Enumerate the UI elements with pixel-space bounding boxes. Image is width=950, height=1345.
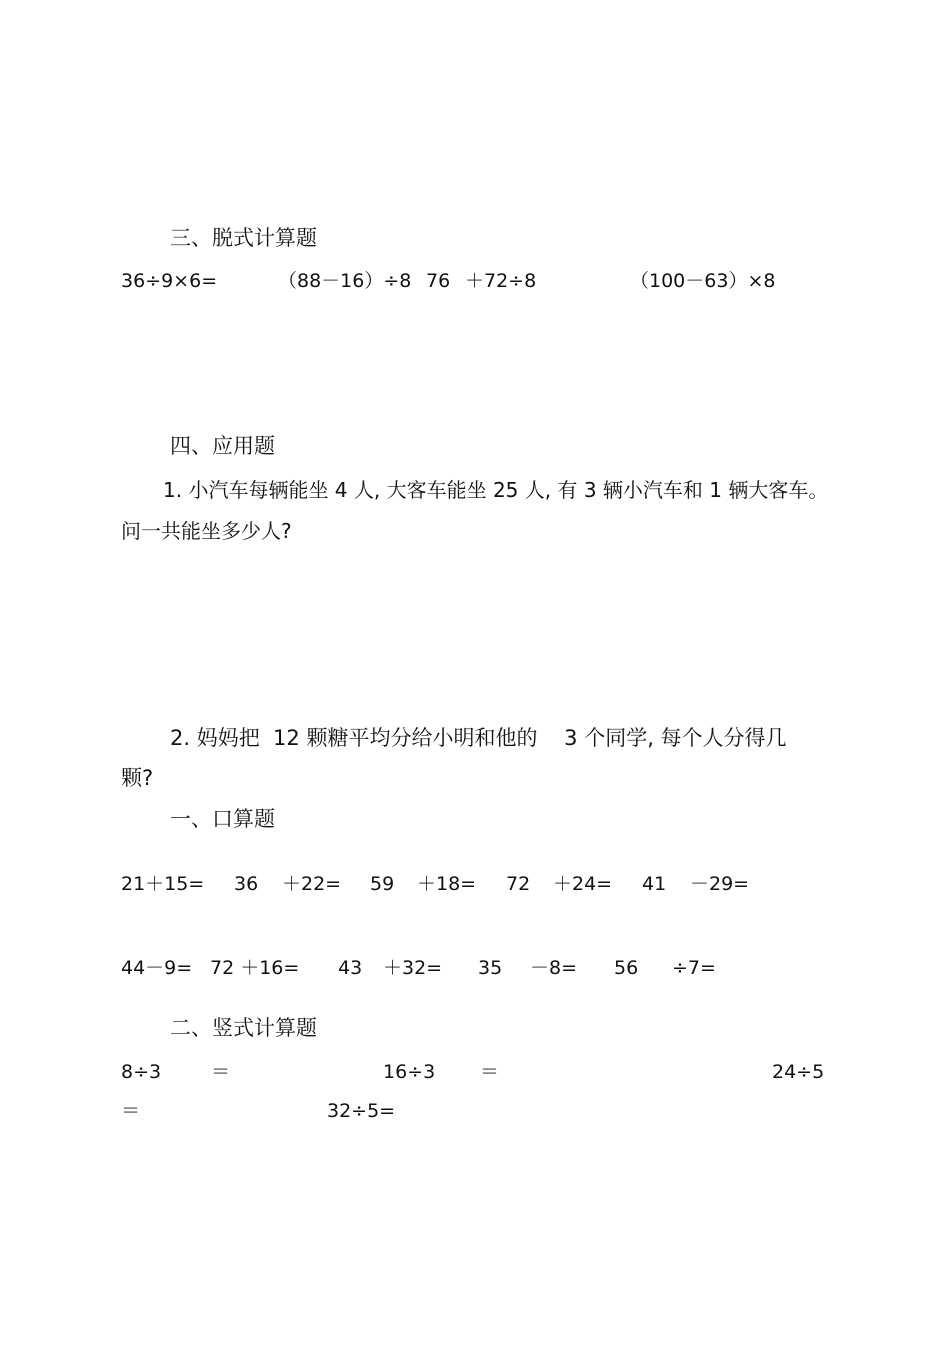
oral-2-8: ÷7= xyxy=(672,957,716,979)
vertical-3: 24÷5 xyxy=(772,1061,825,1083)
question-2-line-1: 2. 妈妈把 12 颗糖平均分给小明和他的 3 个同学, 每个人分得几 xyxy=(170,726,787,750)
expr-3-b: ＋72÷8 xyxy=(465,270,537,292)
oral-2-4: ＋32= xyxy=(383,957,443,979)
question-1-line-1: 1. 小汽车每辆能坐 4 人, 大客车能坐 25 人, 有 3 辆小汽车和 1 辆大客车。 xyxy=(163,478,829,502)
oral-1-9: －29= xyxy=(690,873,750,895)
expr-2: （88－16）÷8 xyxy=(278,270,412,292)
oral-2-6: －8= xyxy=(530,957,578,979)
expr-4: （100－63）×8 xyxy=(630,270,776,292)
section-3-heading: 三、脱式计算题 xyxy=(170,226,317,250)
vertical-2-eq: ＝ xyxy=(480,1061,500,1083)
vertical-2: 16÷3 xyxy=(383,1061,436,1083)
vertical-1: 8÷3 xyxy=(121,1061,162,1083)
vertical-3-eq: ＝ xyxy=(121,1100,141,1122)
section-4-heading: 四、应用题 xyxy=(170,434,275,458)
oral-1-8: 41 xyxy=(642,873,667,895)
vertical-4: 32÷5= xyxy=(327,1100,396,1122)
oral-2-3: 43 xyxy=(338,957,363,979)
oral-1-2: 36 xyxy=(234,873,259,895)
oral-2-1: 44－9= xyxy=(121,957,193,979)
oral-1-3: ＋22= xyxy=(282,873,342,895)
question-2-line-2: 颗? xyxy=(121,766,154,790)
oral-1-1: 21＋15= xyxy=(121,873,205,895)
section-2-heading: 二、竖式计算题 xyxy=(170,1016,317,1040)
oral-1-5: ＋18= xyxy=(417,873,477,895)
oral-1-7: ＋24= xyxy=(553,873,613,895)
expr-1: 36÷9×6= xyxy=(121,270,218,292)
oral-2-2: 72 ＋16= xyxy=(210,957,300,979)
expr-3-a: 76 xyxy=(426,270,451,292)
oral-1-4: 59 xyxy=(370,873,395,895)
oral-1-6: 72 xyxy=(506,873,531,895)
vertical-1-eq: ＝ xyxy=(211,1061,231,1083)
section-1-heading: 一、口算题 xyxy=(170,807,275,831)
question-1-line-2: 问一共能坐多少人? xyxy=(121,519,292,543)
oral-2-5: 35 xyxy=(478,957,503,979)
oral-2-7: 56 xyxy=(614,957,639,979)
